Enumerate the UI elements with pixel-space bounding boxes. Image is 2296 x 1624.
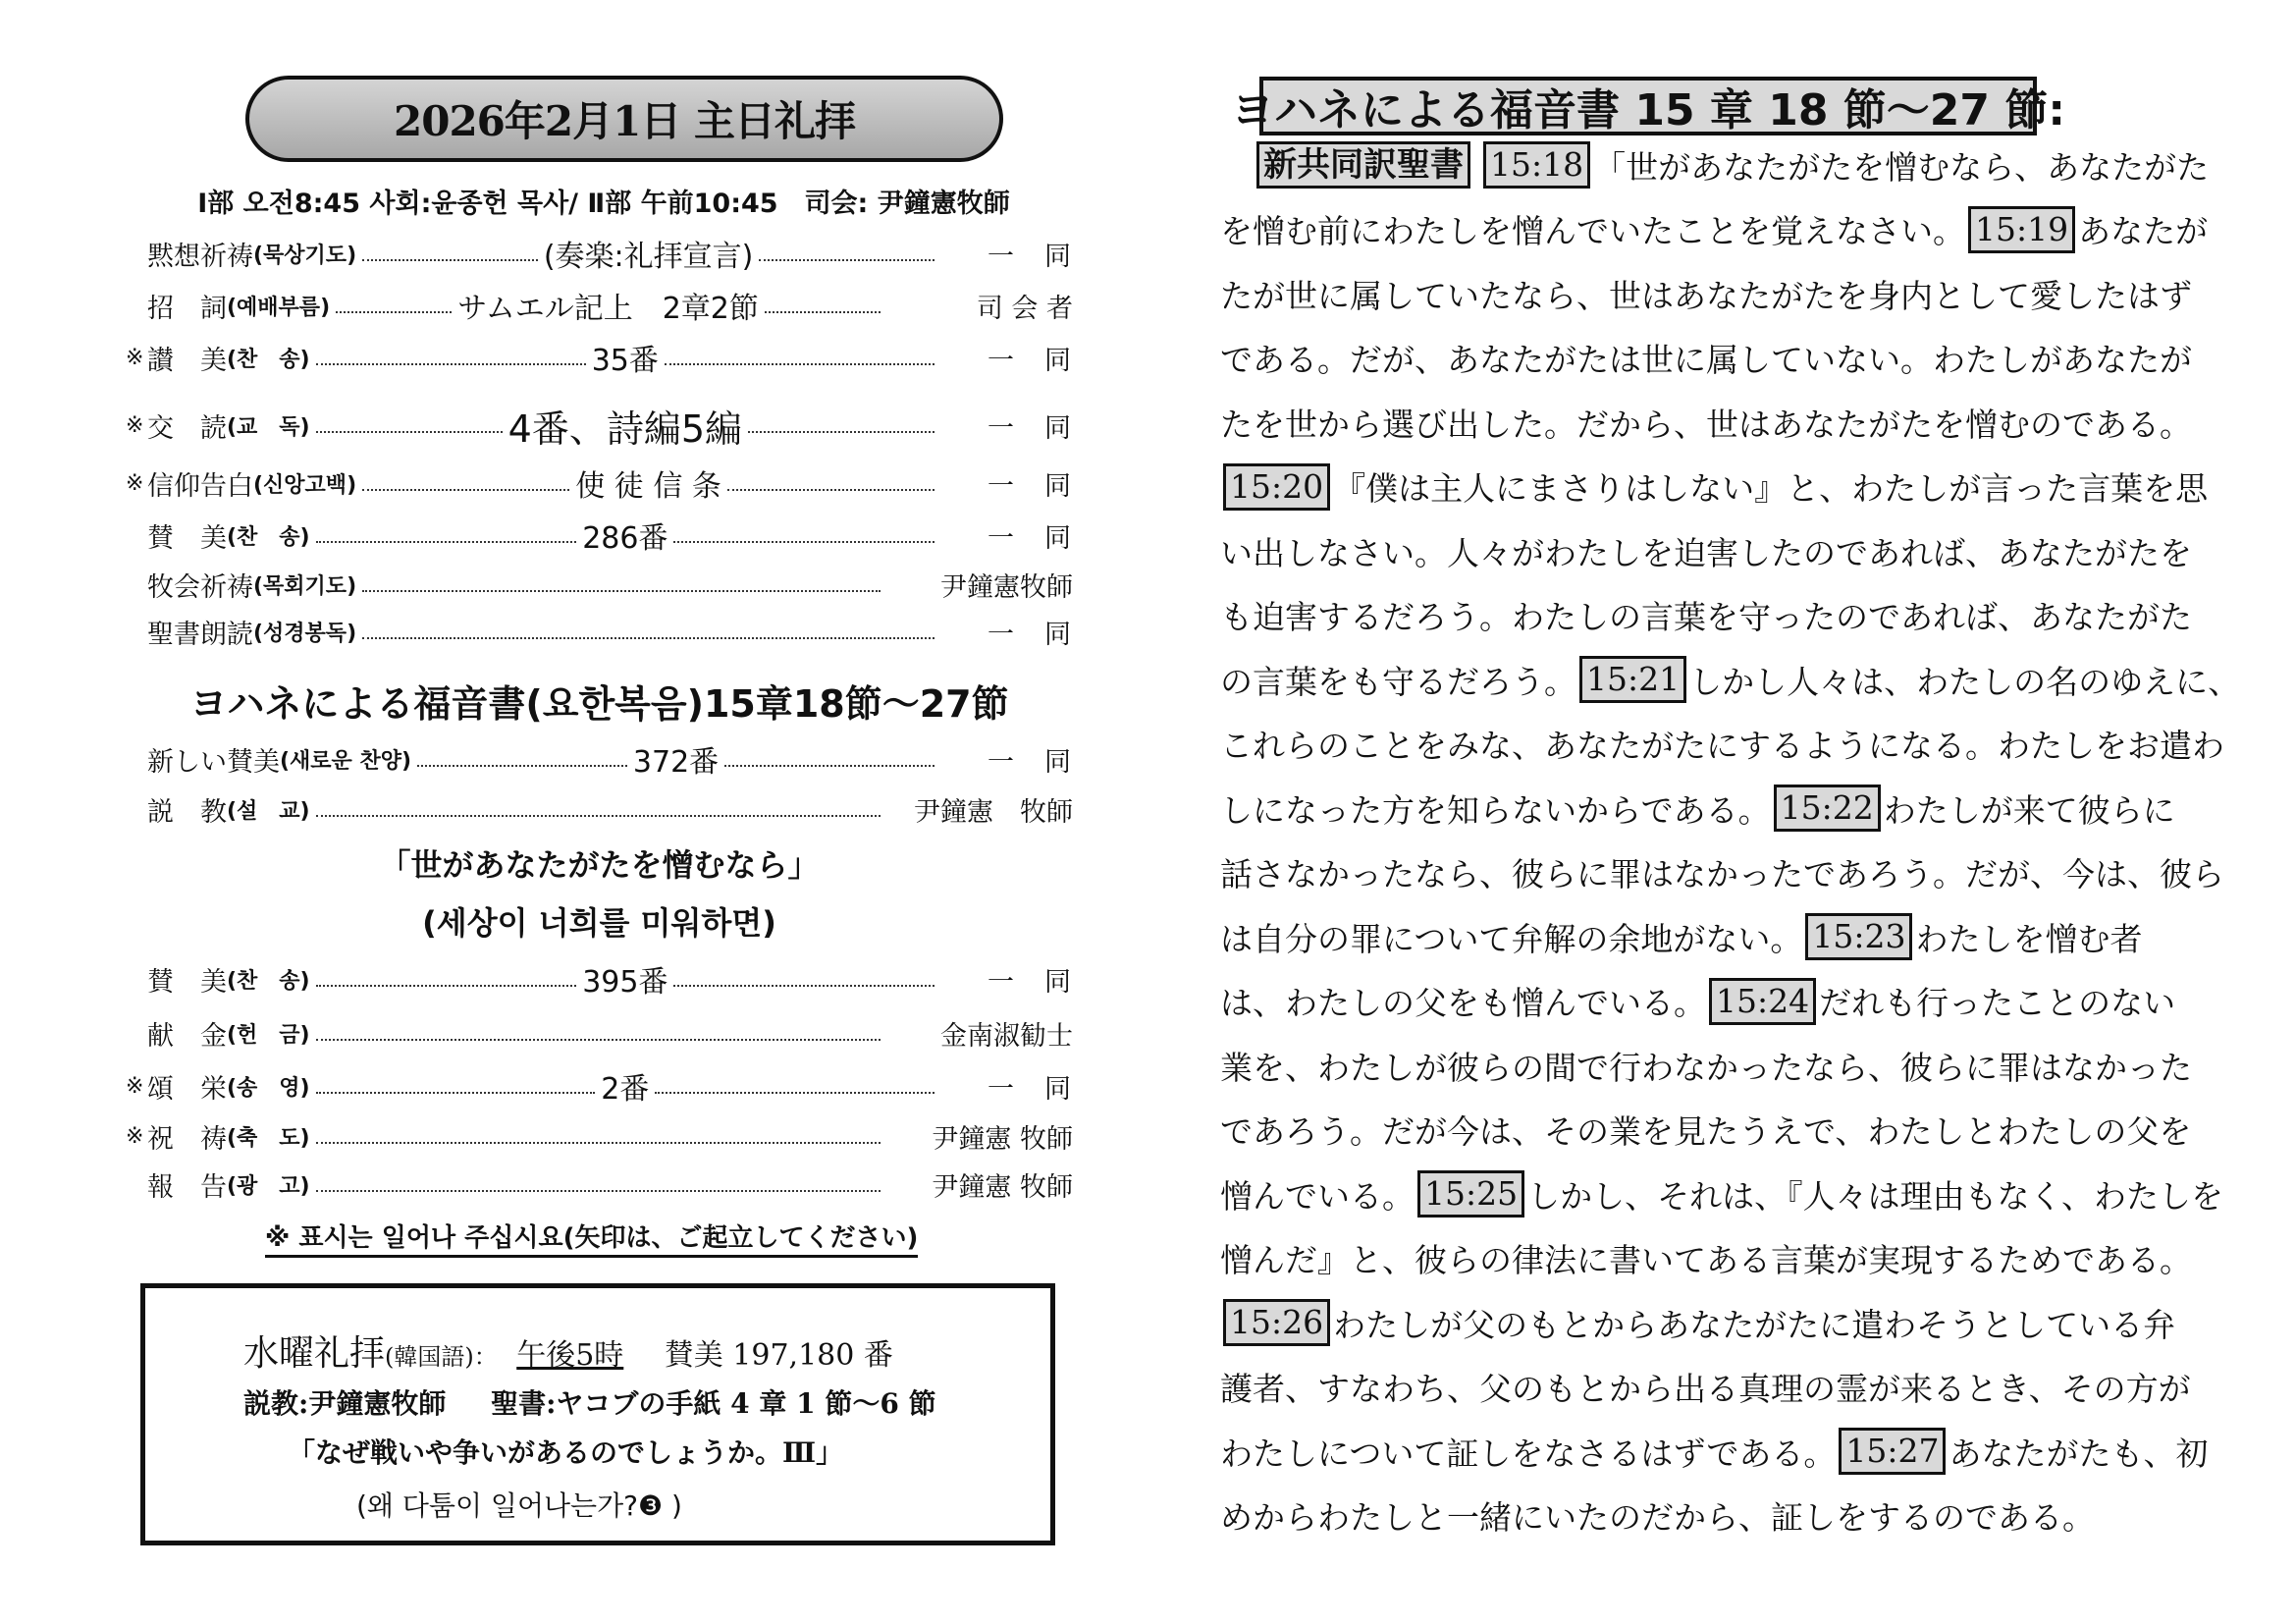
row-korean-label: (신앙고백) xyxy=(253,472,357,498)
verse-text: しかし人々は、わたしの名のゆえに、 xyxy=(1689,662,2241,701)
row-content: (奏楽:礼拝宣言) xyxy=(543,240,754,274)
row-label: 新しい賛美 xyxy=(147,746,280,778)
order-of-worship-row xyxy=(126,1064,1073,1108)
row-leader: 司 会 者 xyxy=(976,293,1073,324)
row-leader: 尹鐘憲 牧師 xyxy=(932,1171,1073,1203)
verse-text: であろう。だが今は、その業を見たうえで、わたしとわたしの父を xyxy=(1220,1112,2192,1151)
verse-text: あなたが xyxy=(2078,212,2209,250)
verse-text: これらのことをみな、あなたがたにするようになる。わたしをお遣わ xyxy=(1220,727,2224,765)
row-leader: 尹鐘憲 牧師 xyxy=(932,1123,1073,1155)
scripture-line xyxy=(1220,780,2175,837)
row-leader: 一 同 xyxy=(988,522,1074,554)
verse-text: 『僕は主人にまさりはしない』と、わたしが言った言葉を思 xyxy=(1333,469,2209,508)
dotted-leader xyxy=(727,489,934,491)
row-label: 説 教 xyxy=(147,796,227,828)
dotted-leader xyxy=(362,259,538,261)
verse-text: めからわたしと一緒にいたのだから、証しをするのである。 xyxy=(1220,1498,2095,1537)
row-korean-label: (찬 송) xyxy=(227,968,310,994)
row-label: 信仰告白 xyxy=(147,470,253,502)
verse-number-box: 15:24 xyxy=(1709,978,1816,1025)
verse-number-box: 15:18 xyxy=(1483,141,1590,189)
verse-text: も迫害するだろう。わたしの言葉を守ったのであれば、あなたがた xyxy=(1220,598,2192,636)
verse-number-box: 15:26 xyxy=(1223,1299,1330,1346)
row-leader: 一 同 xyxy=(988,470,1074,502)
row-label: 頌 栄 xyxy=(147,1073,227,1105)
scripture-line xyxy=(1220,394,2192,451)
verse-text: わたしが父のもとからあなたがたに遣わそうとしている弁 xyxy=(1333,1305,2176,1344)
scripture-line xyxy=(1220,1294,2175,1351)
scripture-line xyxy=(1220,1037,2192,1094)
order-of-worship-row xyxy=(126,404,1074,451)
row-leader: 一 同 xyxy=(988,966,1074,998)
dotted-leader xyxy=(748,431,934,433)
wednesday-service-box xyxy=(140,1283,1055,1545)
service-times-line: Ⅰ部 오전8:45 사회:윤종헌 목사/ Ⅱ部 午前10:45 司会: 尹鐘憲牧師 xyxy=(197,189,1010,219)
verse-text: い出しなさい。人々がわたしを迫害したのであれば、あなたがたを xyxy=(1220,533,2192,572)
row-label: 賛 美 xyxy=(147,966,227,998)
order-of-worship-row xyxy=(126,514,1073,557)
order-of-worship-row xyxy=(126,1114,1073,1158)
scripture-line xyxy=(1220,522,2192,579)
verse-text: わたしが来て彼らに xyxy=(1883,790,2175,830)
scripture-line xyxy=(1220,1230,2192,1287)
verse-number-box: 15:23 xyxy=(1805,913,1912,960)
verse-text: わたしについて証しをなさるはずである。 xyxy=(1220,1434,1837,1473)
verse-text: しかし、それは、『人々は理由もなく、わたしを xyxy=(1527,1176,2223,1216)
row-korean-label: (축 도) xyxy=(227,1125,310,1151)
row-label: 聖書朗読 xyxy=(147,619,253,650)
scripture-line xyxy=(1220,908,2142,965)
dotted-leader xyxy=(316,1092,596,1094)
order-of-worship-row xyxy=(126,232,1073,275)
wednesday-topic-japanese: 「なぜ戦いや争いがあるのでしょうか。Ⅲ」 xyxy=(288,1436,844,1469)
dotted-leader xyxy=(316,1190,881,1192)
verse-text: わたしを憎む者 xyxy=(1915,919,2143,958)
row-content: 395番 xyxy=(582,965,668,1000)
order-of-worship-row xyxy=(126,957,1073,1001)
row-leader: 尹鐘憲牧師 xyxy=(940,571,1073,603)
dotted-leader xyxy=(362,489,569,491)
order-of-worship-row xyxy=(126,737,1073,781)
row-label: 祝 祷 xyxy=(147,1123,227,1155)
dotted-leader xyxy=(362,590,881,592)
verse-text: の言葉をも守るだろう。 xyxy=(1220,662,1576,701)
verse-text: 憎んでいる。 xyxy=(1220,1176,1415,1216)
verse-text: は自分の罪について弁解の余地がない。 xyxy=(1220,919,1803,958)
verse-number-box: 15:21 xyxy=(1579,656,1686,703)
scripture-line xyxy=(1220,973,2175,1030)
verse-text: は、わたしの父をも憎んでいる。 xyxy=(1220,984,1706,1022)
service-title: 2026年2月1日 主日礼拝 xyxy=(394,97,855,145)
row-content: 4番、詩編5編 xyxy=(507,406,742,451)
row-label: 献 金 xyxy=(147,1020,227,1052)
wednesday-line-2 xyxy=(243,1382,936,1422)
verse-text: 護者、すなわち、父のもとから出る真理の霊が来るとき、その方が xyxy=(1220,1370,2191,1408)
standing-note: ※ 표시는 일어나 주십시요(矢印は、ご起立してください) xyxy=(265,1218,918,1258)
verse-text: たを世から選び出した。だから、世はあなたがたを憎むのである。 xyxy=(1220,405,2192,444)
standing-mark: ※ xyxy=(126,470,144,496)
dotted-leader xyxy=(765,311,881,313)
scripture-line xyxy=(1220,716,2224,773)
row-label: 牧会祈祷 xyxy=(147,571,253,603)
dotted-leader xyxy=(665,363,934,365)
row-leader: 一 同 xyxy=(988,412,1074,444)
dotted-leader xyxy=(673,541,934,543)
row-leader: 金南淑勧士 xyxy=(940,1020,1073,1052)
scripture-title-box: ヨハネによる福音書 15 章 18 節～27 節: xyxy=(1259,77,2037,135)
row-korean-label: (목회기도) xyxy=(253,573,357,599)
row-leader: 一 同 xyxy=(988,241,1074,272)
row-korean-label: (설 교) xyxy=(227,798,310,824)
row-leader: 一 同 xyxy=(988,746,1074,778)
standing-mark: ※ xyxy=(126,345,144,370)
scripture-line xyxy=(1220,844,2224,901)
row-leader: 一 同 xyxy=(988,1073,1073,1105)
order-of-worship-row xyxy=(126,284,1073,327)
dotted-leader xyxy=(724,765,934,767)
wednesday-preacher: 説教:尹鐘憲牧師 xyxy=(243,1387,447,1420)
scripture-heading: ヨハネによる福音書(요한복음)15章18節～27節 xyxy=(189,682,1009,726)
verse-text: あなたがたも、初 xyxy=(1949,1434,2209,1473)
sermon-title-korean: (세상이 너희를 미워하면) xyxy=(422,904,776,942)
scripture-line xyxy=(1256,136,2209,193)
scripture-line xyxy=(1220,587,2192,644)
scripture-line xyxy=(1220,201,2208,258)
dotted-leader xyxy=(316,363,586,365)
scripture-line xyxy=(1220,459,2208,515)
row-korean-label: (송 영) xyxy=(227,1075,310,1101)
wednesday-line-1 xyxy=(243,1326,893,1376)
row-korean-label: (예배부름) xyxy=(227,295,331,320)
scripture-line xyxy=(1220,1102,2191,1159)
wednesday-time: 午後5時 xyxy=(516,1338,624,1373)
scripture-line xyxy=(1220,330,2192,387)
order-of-worship-row xyxy=(126,1011,1073,1055)
dotted-leader xyxy=(316,431,503,433)
row-content: 2番 xyxy=(601,1072,650,1107)
row-korean-label: (광 고) xyxy=(227,1173,310,1199)
row-label: 讃 美 xyxy=(147,345,227,376)
dotted-leader xyxy=(673,985,934,987)
verse-text: 話さなかったなら、彼らに罪はなかったであろう。だが、今は、彼ら xyxy=(1220,855,2224,893)
wednesday-language: (韓国語)： xyxy=(385,1343,498,1371)
dotted-leader xyxy=(316,541,577,543)
row-label: 招 詞 xyxy=(147,293,227,324)
row-content: 使 徒 信 条 xyxy=(575,469,721,504)
dotted-leader xyxy=(362,637,934,639)
row-korean-label: (새로운 찬양) xyxy=(280,748,412,774)
scripture-line xyxy=(1220,1423,2208,1480)
order-of-worship-row xyxy=(126,1163,1073,1206)
scripture-line xyxy=(1220,1488,2095,1544)
dotted-leader xyxy=(336,311,452,313)
wednesday-title: 水曜礼拝 xyxy=(243,1333,386,1374)
verse-text: である。だが、あなたがたは世に属していない。わたしがあなたが xyxy=(1220,341,2192,379)
verse-text: 「世があなたがたを憎むなら、あなたがた xyxy=(1593,147,2210,187)
standing-mark: ※ xyxy=(126,1073,144,1099)
row-korean-label: (묵상기도) xyxy=(253,243,357,268)
verse-number-box: 15:25 xyxy=(1417,1170,1524,1218)
row-korean-label: (찬 송) xyxy=(227,347,310,372)
order-of-worship-row xyxy=(126,787,1073,831)
row-korean-label: (헌 금) xyxy=(227,1022,310,1048)
wednesday-topic-korean: (왜 다툼이 일어나는가?❸ ) xyxy=(356,1489,682,1522)
standing-mark: ※ xyxy=(126,1123,144,1149)
service-title-banner xyxy=(245,76,1003,162)
row-leader: 一 同 xyxy=(988,345,1073,376)
order-of-worship-row xyxy=(126,563,1073,606)
scripture-line xyxy=(1220,651,2240,708)
dotted-leader xyxy=(316,1142,881,1144)
order-of-worship-row xyxy=(126,461,1073,505)
dotted-leader xyxy=(316,815,881,817)
verse-text: を憎む前にわたしを憎んでいたことを覚えなさい。 xyxy=(1220,212,1965,250)
row-label: 報 告 xyxy=(147,1171,227,1203)
translation-label: 新共同訳聖書 xyxy=(1256,141,1470,189)
order-of-worship-row xyxy=(126,336,1073,379)
row-content: 286番 xyxy=(582,521,668,556)
row-content: サムエル記上 2章2節 xyxy=(457,292,759,326)
row-korean-label: (성경봉독) xyxy=(253,621,357,646)
order-of-worship-row xyxy=(126,610,1073,653)
verse-number-box: 15:20 xyxy=(1223,463,1330,511)
wednesday-scripture: 聖書:ヤコブの手紙 4 章 1 節～6 節 xyxy=(491,1387,936,1420)
dotted-leader xyxy=(655,1092,934,1094)
scripture-line xyxy=(1220,1359,2191,1416)
verse-number-box: 15:27 xyxy=(1839,1428,1946,1475)
row-content: 35番 xyxy=(591,344,659,378)
row-content: 372番 xyxy=(632,745,720,780)
verse-text: たが世に属していたなら、世はあなたがたを身内として愛したはず xyxy=(1220,276,2192,315)
verse-number-box: 15:22 xyxy=(1774,785,1881,832)
row-label: 賛 美 xyxy=(147,522,227,554)
standing-mark: ※ xyxy=(126,412,144,438)
verse-text: 業を、わたしが彼らの間で行わなかったなら、彼らに罪はなかった xyxy=(1220,1048,2192,1087)
verse-text: 憎んだ』と、彼らの律法に書いてある言葉が実現するためである。 xyxy=(1220,1241,2192,1279)
scripture-line xyxy=(1220,265,2192,322)
row-leader: 一 同 xyxy=(988,619,1073,650)
verse-text: だれも行ったことのない xyxy=(1819,984,2176,1022)
row-label: 交 読 xyxy=(147,412,227,444)
sermon-title-japanese: 「世があなたがたを憎むなら」 xyxy=(379,846,820,884)
scripture-line xyxy=(1220,1165,2223,1222)
verse-text: しになった方を知らないからである。 xyxy=(1220,790,1771,830)
dotted-leader xyxy=(759,259,934,261)
wednesday-hymns: 賛美 197,180 番 xyxy=(664,1338,893,1373)
row-korean-label: (찬 송) xyxy=(227,524,310,550)
row-korean-label: (교 독) xyxy=(227,414,310,440)
dotted-leader xyxy=(316,985,577,987)
dotted-leader xyxy=(417,765,627,767)
dotted-leader xyxy=(316,1039,881,1041)
row-label: 黙想祈祷 xyxy=(147,241,253,272)
row-leader: 尹鐘憲 牧師 xyxy=(914,796,1073,828)
verse-number-box: 15:19 xyxy=(1968,206,2075,253)
